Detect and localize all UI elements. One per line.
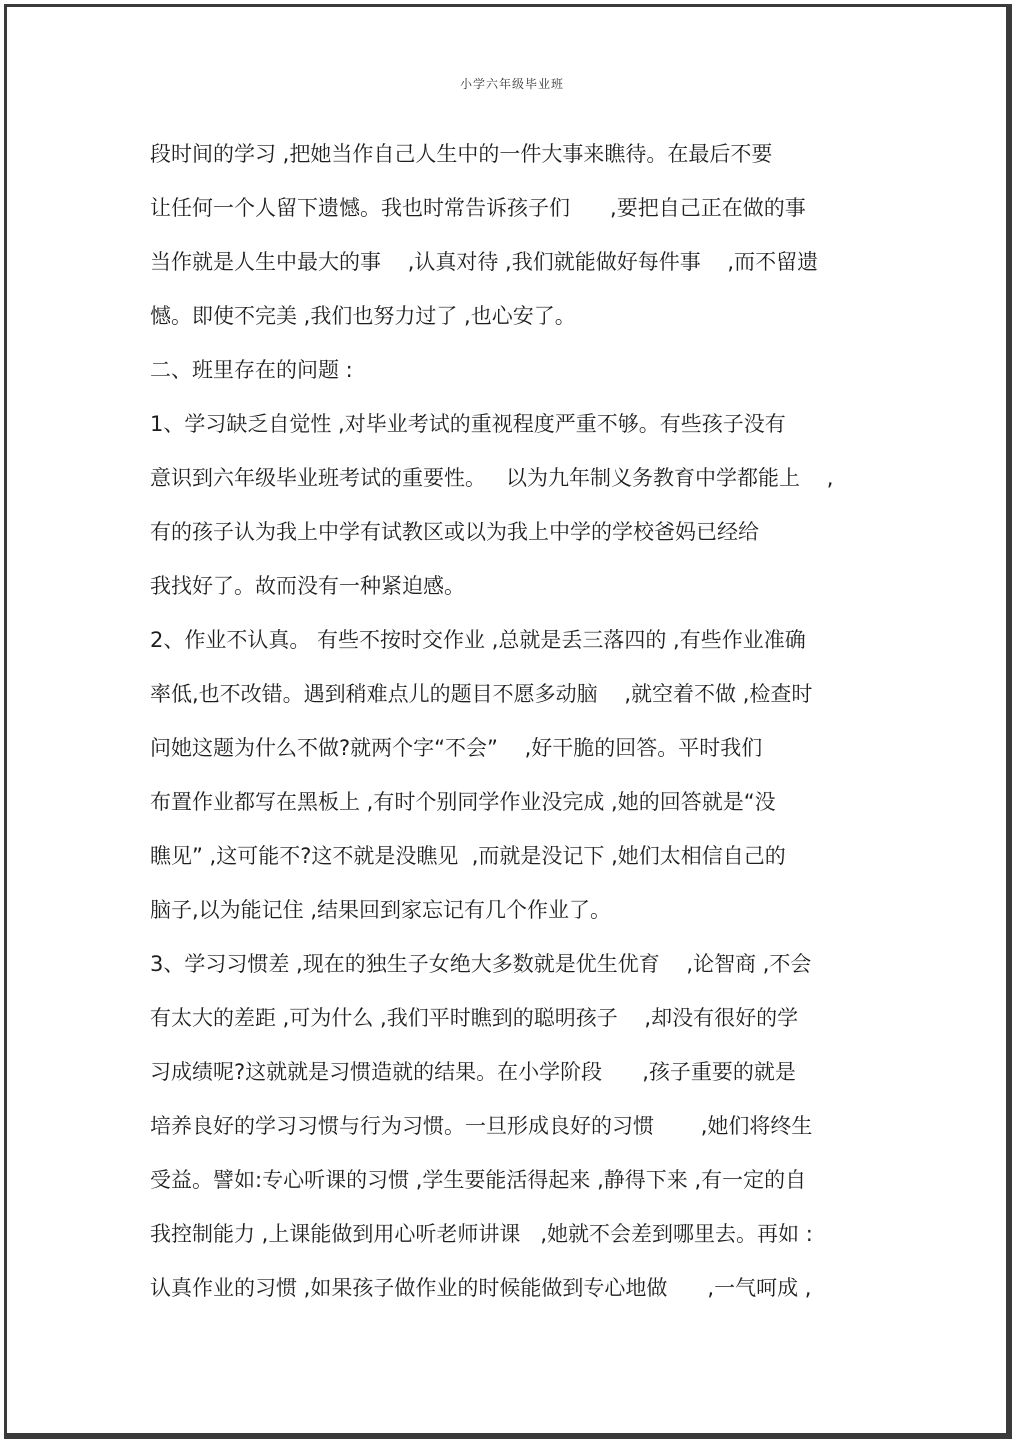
text-line: 有的孩子认为我上中学有试教区或以为我上中学的学校爸妈已经给	[150, 520, 759, 544]
section-heading: 二、班里存在的问题 :	[150, 358, 353, 382]
text-line: 我找好了。故而没有一种紧迫感。	[150, 574, 465, 598]
text-line: 习成绩呢?这就就是习惯造就的结果。在小学阶段 ,孩子重要的就是	[150, 1060, 796, 1084]
text-line: 意识到六年级毕业班考试的重要性。 以为九年制义务教育中学都能上 ,	[150, 466, 834, 490]
text-line: 我控制能力 ,上课能做到用心听老师讲课 ,她就不会差到哪里去。再如 :	[150, 1222, 813, 1246]
text-line: 布置作业都写在黑板上 ,有时个别同学作业没完成 ,她的回答就是“没	[150, 790, 776, 814]
running-header: 小学六年级毕业班	[459, 77, 564, 91]
text-line: 让任何一个人留下遗憾。我也时常告诉孩子们 ,要把自己正在做的事	[150, 196, 806, 220]
text-line: 脑子,以为能记住 ,结果回到家忘记有几个作业了。	[150, 898, 612, 922]
text-line: 认真作业的习惯 ,如果孩子做作业的时候能做到专心地做 ,一气呵成 ,	[150, 1276, 812, 1300]
text-line: 当作就是人生中最大的事 ,认真对待 ,我们就能做好每件事 ,而不留遗	[150, 250, 819, 274]
text-line: 培养良好的学习习惯与行为习惯。一旦形成良好的习惯 ,她们将终生	[150, 1114, 813, 1138]
text-line: 瞧见” ,这可能不?这不就是没瞧见 ,而就是没记下 ,她们太相信自己的	[150, 844, 786, 868]
text-line: 有太大的差距 ,可为什么 ,我们平时瞧到的聪明孩子 ,却没有很好的学	[150, 1006, 799, 1030]
text-line: 3、学习习惯差 ,现在的独生子女绝大多数就是优生优育 ,论智商 ,不会	[150, 952, 812, 976]
text-line: 段时间的学习 ,把她当作自己人生中的一件大事来瞧待。在最后不要	[150, 142, 773, 166]
document-body	[150, 137, 890, 1325]
text-line: 率低,也不改错。遇到稍难点儿的题目不愿多动脑 ,就空着不做 ,检查时	[150, 682, 813, 706]
text-line: 憾。即使不完美 ,我们也努力过了 ,也心安了。	[150, 304, 576, 328]
text-line: 受益。譬如:专心听课的习惯 ,学生要能活得起来 ,静得下来 ,有一定的自	[150, 1168, 807, 1192]
text-line: 1、学习缺乏自觉性 ,对毕业考试的重视程度严重不够。有些孩子没有	[150, 412, 786, 436]
text-line: 2、作业不认真。 有些不按时交作业 ,总就是丢三落四的 ,有些作业准确	[150, 628, 806, 652]
text-line: 问她这题为什么不做?就两个字“不会” ,好干脆的回答。平时我们	[150, 736, 763, 760]
